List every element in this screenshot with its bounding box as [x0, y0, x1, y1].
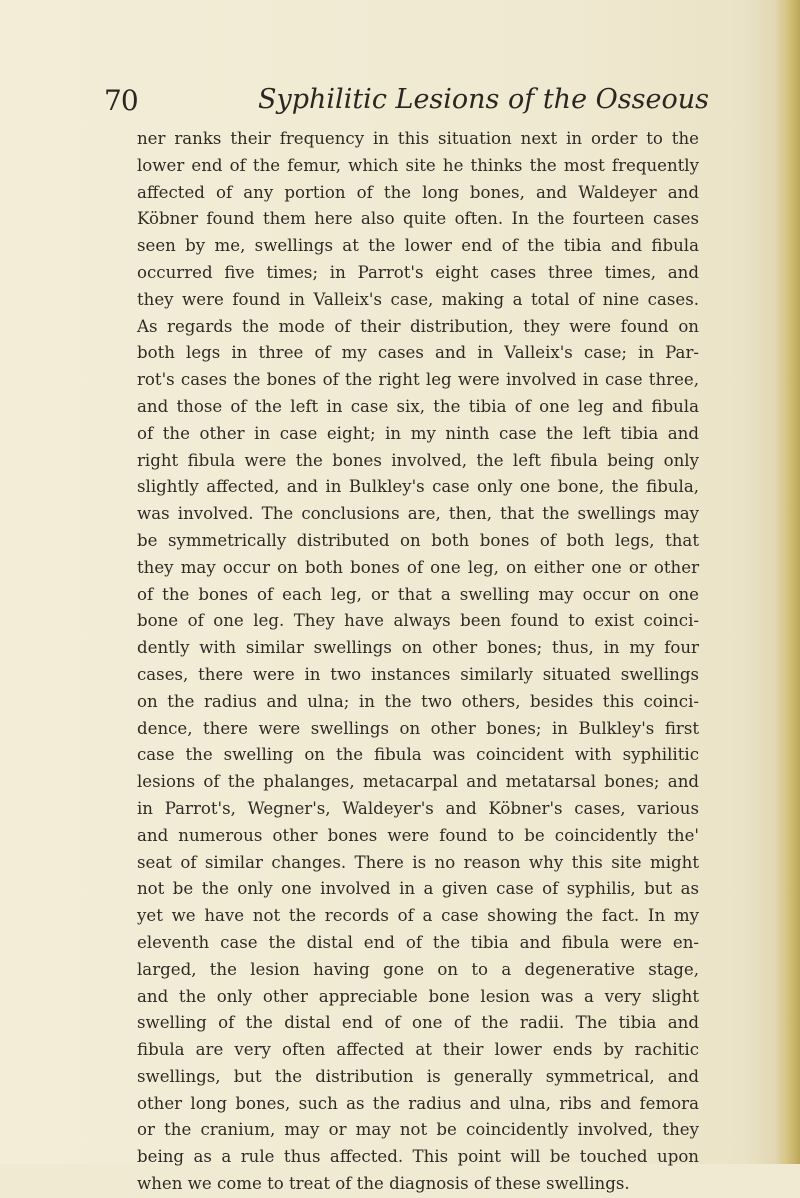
text-line: dently with similar swellings on other bones; thus, in my four	[137, 638, 699, 658]
text-line: and numerous other bones were found to be coincidently the'	[137, 825, 699, 845]
text-line: lesions of the phalanges, metacarpal and metatarsal bones; and	[137, 772, 699, 792]
running-title: Syphilitic Lesions of the Osseous	[258, 84, 709, 115]
text-line: slightly affected, and in Bulkley's case only one bone, the fibula,	[137, 477, 699, 497]
text-line: eleventh case the distal end of the tibia and fibula were en-	[137, 932, 699, 952]
text-line: other long bones, such as the radius and ulna, ribs and femora	[137, 1093, 699, 1113]
text-line: swelling of the distal end of one of the radii. The tibia and	[137, 1013, 699, 1033]
text-line: occurred five times; in Parrot's eight cases three times, and	[137, 262, 699, 282]
text-line: ner ranks their frequency in this situation next in order to the	[137, 129, 699, 148]
text-line: on the radius and ulna; in the two others, besides this coinci-	[137, 691, 699, 711]
text-line: they may occur on both bones of one leg, on either one or other	[137, 557, 699, 577]
text-line: As regards the mode of their distribution, they were found on	[137, 316, 699, 336]
text-line: swellings, but the distribution is generally symmetrical, and	[137, 1066, 699, 1086]
page-edge-shadow	[774, 0, 800, 1164]
text-line: Köbner found them here also quite often. In the fourteen cases	[137, 209, 699, 229]
page-number: 70	[104, 84, 138, 117]
text-line: of the other in case eight; in my ninth case the left tibia and	[137, 423, 699, 443]
text-line: not be the only one involved in a given case of syphilis, but as	[137, 879, 699, 899]
text-line: and those of the left in case six, the tibia of one leg and fibula	[137, 396, 699, 416]
text-line: or the cranium, may or may not be coincidently involved, they	[137, 1120, 699, 1140]
text-line: right fibula were the bones involved, the left fibula being only	[137, 450, 699, 470]
text-line: when we come to treat of the diagnosis of these swellings.	[137, 1174, 630, 1194]
text-line: larged, the lesion having gone on to a degenerative stage,	[137, 959, 699, 979]
text-line: dence, there were swellings on other bones; in Bulkley's first	[137, 718, 699, 738]
text-line: affected of any portion of the long bones, and Waldeyer and	[137, 182, 699, 202]
text-line: yet we have not the records of a case showing the fact. In my	[137, 906, 699, 926]
text-line: rot's cases the bones of the right leg were involved in case three,	[137, 370, 699, 390]
text-line: seat of similar changes. There is no reason why this site might	[137, 852, 699, 872]
text-line: they were found in Valleix's case, making a total of nine cases.	[137, 289, 699, 309]
text-line: and the only other appreciable bone lesion was a very slight	[137, 986, 699, 1006]
body-text	[137, 126, 699, 1198]
text-line: of the bones of each leg, or that a swelling may occur on one	[137, 584, 699, 604]
page-header	[104, 84, 709, 120]
text-line: cases, there were in two instances similarly situated swellings	[137, 664, 699, 684]
text-line: in Parrot's, Wegner's, Waldeyer's and Köbner's cases, various	[137, 798, 699, 818]
text-line: was involved. The conclusions are, then, that the swellings may	[137, 504, 699, 524]
text-line: be symmetrically distributed on both bones of both legs, that	[137, 530, 699, 550]
text-line: case the swelling on the fibula was coincident with syphilitic	[137, 745, 699, 765]
text-line: bone of one leg. They have always been found to exist coinci-	[137, 611, 699, 631]
text-line: fibula are very often affected at their lower ends by rachitic	[137, 1040, 699, 1060]
text-line: being as a rule thus affected. This point will be touched upon	[137, 1147, 699, 1167]
text-line: lower end of the femur, which site he thinks the most frequently	[137, 155, 699, 175]
text-line: seen by me, swellings at the lower end of the tibia and fibula	[137, 236, 699, 256]
text-line: both legs in three of my cases and in Valleix's case; in Par-	[137, 343, 699, 363]
